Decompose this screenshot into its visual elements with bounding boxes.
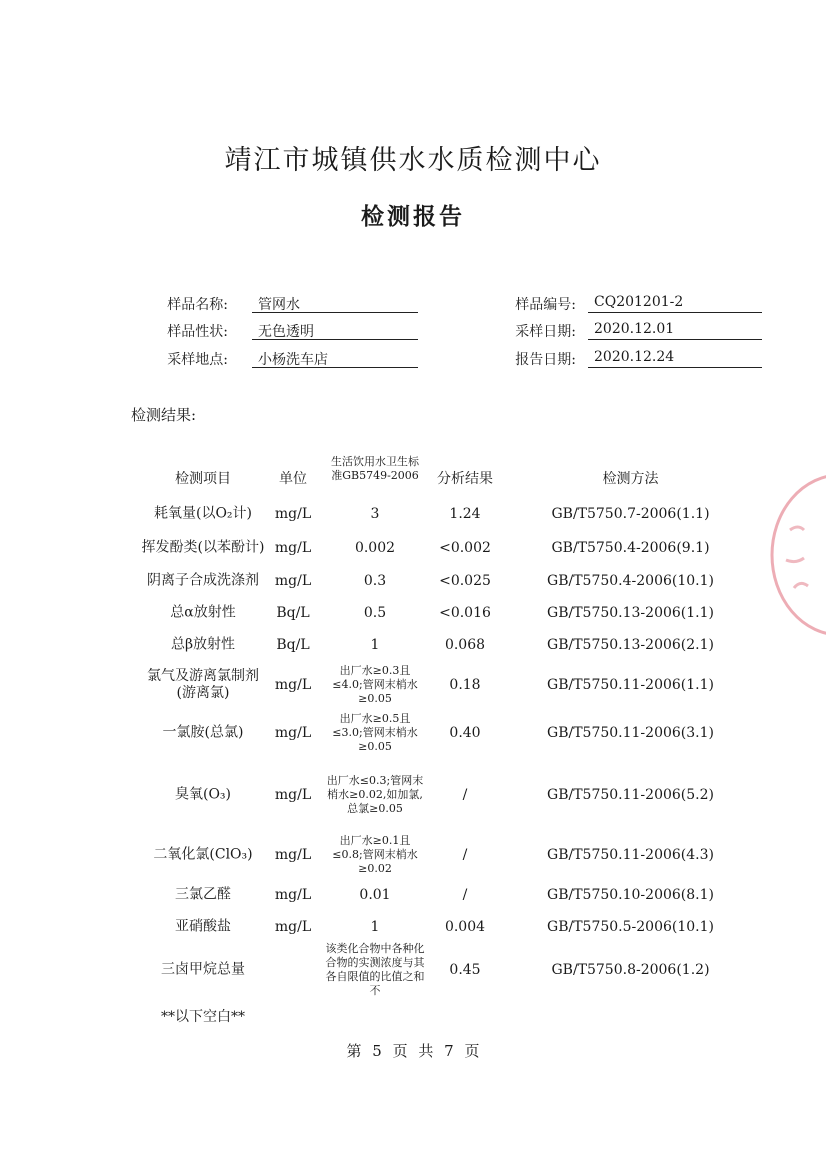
row-standard: 出厂水≥0.1且≤0.8;管网末梢水≥0.02 xyxy=(332,834,418,875)
row-result: <0.002 xyxy=(439,540,491,556)
row-item: 一氯胺(总氯) xyxy=(162,724,244,741)
sample-location-label: 采样地点: xyxy=(167,352,228,368)
row-standard: 1 xyxy=(370,637,380,653)
row-result: 0.40 xyxy=(449,725,481,741)
row-unit: mg/L xyxy=(274,847,312,863)
row-unit: mg/L xyxy=(274,787,312,803)
row-item: 耗氧量(以O₂计) xyxy=(153,505,252,522)
row-standard: 0.3 xyxy=(363,573,387,589)
row-result: 0.18 xyxy=(449,677,481,693)
row-method: GB/T5750.11-2006(4.3) xyxy=(547,847,714,863)
sample-name-label: 样品名称: xyxy=(167,297,228,313)
organization-title: 靖江市城镇供水水质检测中心 xyxy=(224,145,602,176)
row-item: 总β放射性 xyxy=(170,636,236,653)
row-standard: 0.002 xyxy=(354,540,396,556)
report-title: 检测报告 xyxy=(361,203,465,230)
row-standard: 出厂水≥0.3且≤4.0;管网末梢水≥0.05 xyxy=(332,664,418,705)
row-method: GB/T5750.11-2006(1.1) xyxy=(547,677,714,693)
row-result: <0.025 xyxy=(439,573,491,589)
row-method: GB/T5750.7-2006(1.1) xyxy=(551,506,710,522)
row-result: / xyxy=(462,787,468,803)
sample-location-value: 小杨洗车店 xyxy=(252,349,418,368)
row-method: GB/T5750.5-2006(10.1) xyxy=(547,919,714,935)
header-item: 检测项目 xyxy=(175,471,231,487)
row-result: / xyxy=(462,847,468,863)
row-result: <0.016 xyxy=(439,605,491,621)
row-method: GB/T5750.8-2006(1.2) xyxy=(551,962,710,978)
page-number: 第 5 页 共 7 页 xyxy=(346,1042,480,1060)
row-result: 0.45 xyxy=(449,962,481,978)
row-standard: 1 xyxy=(370,919,380,935)
end-of-table-note: **以下空白** xyxy=(161,1009,245,1025)
row-unit: Bq/L xyxy=(276,637,310,653)
row-unit: mg/L xyxy=(274,887,312,903)
row-item: 三卤甲烷总量 xyxy=(161,961,245,978)
header-method: 检测方法 xyxy=(602,471,659,487)
sample-trait-value: 无色透明 xyxy=(252,321,418,340)
row-method: GB/T5750.4-2006(9.1) xyxy=(551,540,710,556)
report-date-label: 报告日期: xyxy=(515,352,576,368)
row-result: / xyxy=(462,887,468,903)
row-item: 挥发酚类(以苯酚计) xyxy=(141,539,265,556)
sample-date-value: 2020.12.01 xyxy=(588,321,762,340)
row-unit: mg/L xyxy=(274,725,312,741)
row-unit: mg/L xyxy=(274,506,312,522)
row-method: GB/T5750.11-2006(3.1) xyxy=(547,725,714,741)
sample-number-value: CQ201201-2 xyxy=(588,294,762,313)
seal-stamp-icon xyxy=(760,470,826,640)
row-standard: 出厂水≤0.3;管网末梢水≥0.02,如加氯,总氯≥0.05 xyxy=(326,774,424,815)
row-method: GB/T5750.13-2006(2.1) xyxy=(547,637,714,653)
row-method: GB/T5750.10-2006(8.1) xyxy=(547,887,714,903)
row-item: 臭氧(O₃) xyxy=(174,786,231,803)
row-standard: 0.5 xyxy=(363,605,387,621)
row-item: 氯气及游离氯制剂(游离氯) xyxy=(147,668,259,701)
sample-number-label: 样品编号: xyxy=(515,297,576,313)
row-method: GB/T5750.11-2006(5.2) xyxy=(547,787,714,803)
row-method: GB/T5750.4-2006(10.1) xyxy=(547,573,714,589)
row-standard: 3 xyxy=(370,506,380,522)
row-standard: 出厂水≥0.5且≤3.0;管网末梢水≥0.05 xyxy=(332,712,418,753)
row-unit: mg/L xyxy=(274,919,312,935)
sample-trait-label: 样品性状: xyxy=(167,324,228,340)
row-method: GB/T5750.13-2006(1.1) xyxy=(547,605,714,621)
row-item: 二氧化氯(ClO₃) xyxy=(153,846,253,863)
header-result: 分析结果 xyxy=(437,471,493,487)
results-label: 检测结果: xyxy=(131,406,197,424)
row-result: 0.068 xyxy=(444,637,486,653)
row-unit: Bq/L xyxy=(276,605,310,621)
row-unit: mg/L xyxy=(274,540,312,556)
row-unit: mg/L xyxy=(274,677,312,693)
sample-name-value: 管网水 xyxy=(252,294,418,313)
row-standard: 该类化合物中各种化合物的实测浓度与其各自限值的比值之和不 xyxy=(325,942,425,997)
sample-date-label: 采样日期: xyxy=(515,324,576,340)
row-item: 亚硝酸盐 xyxy=(175,918,231,935)
row-item: 阴离子合成洗涤剂 xyxy=(147,572,259,589)
header-standard: 生活饮用水卫生标准GB5749-2006 xyxy=(331,455,419,482)
report-date-value: 2020.12.24 xyxy=(588,349,762,368)
header-unit: 单位 xyxy=(279,471,307,487)
row-result: 0.004 xyxy=(444,919,486,935)
row-unit: mg/L xyxy=(274,573,312,589)
row-standard: 0.01 xyxy=(359,887,391,903)
row-result: 1.24 xyxy=(449,506,481,522)
row-item: 三氯乙醛 xyxy=(175,886,231,903)
row-item: 总α放射性 xyxy=(170,604,236,621)
